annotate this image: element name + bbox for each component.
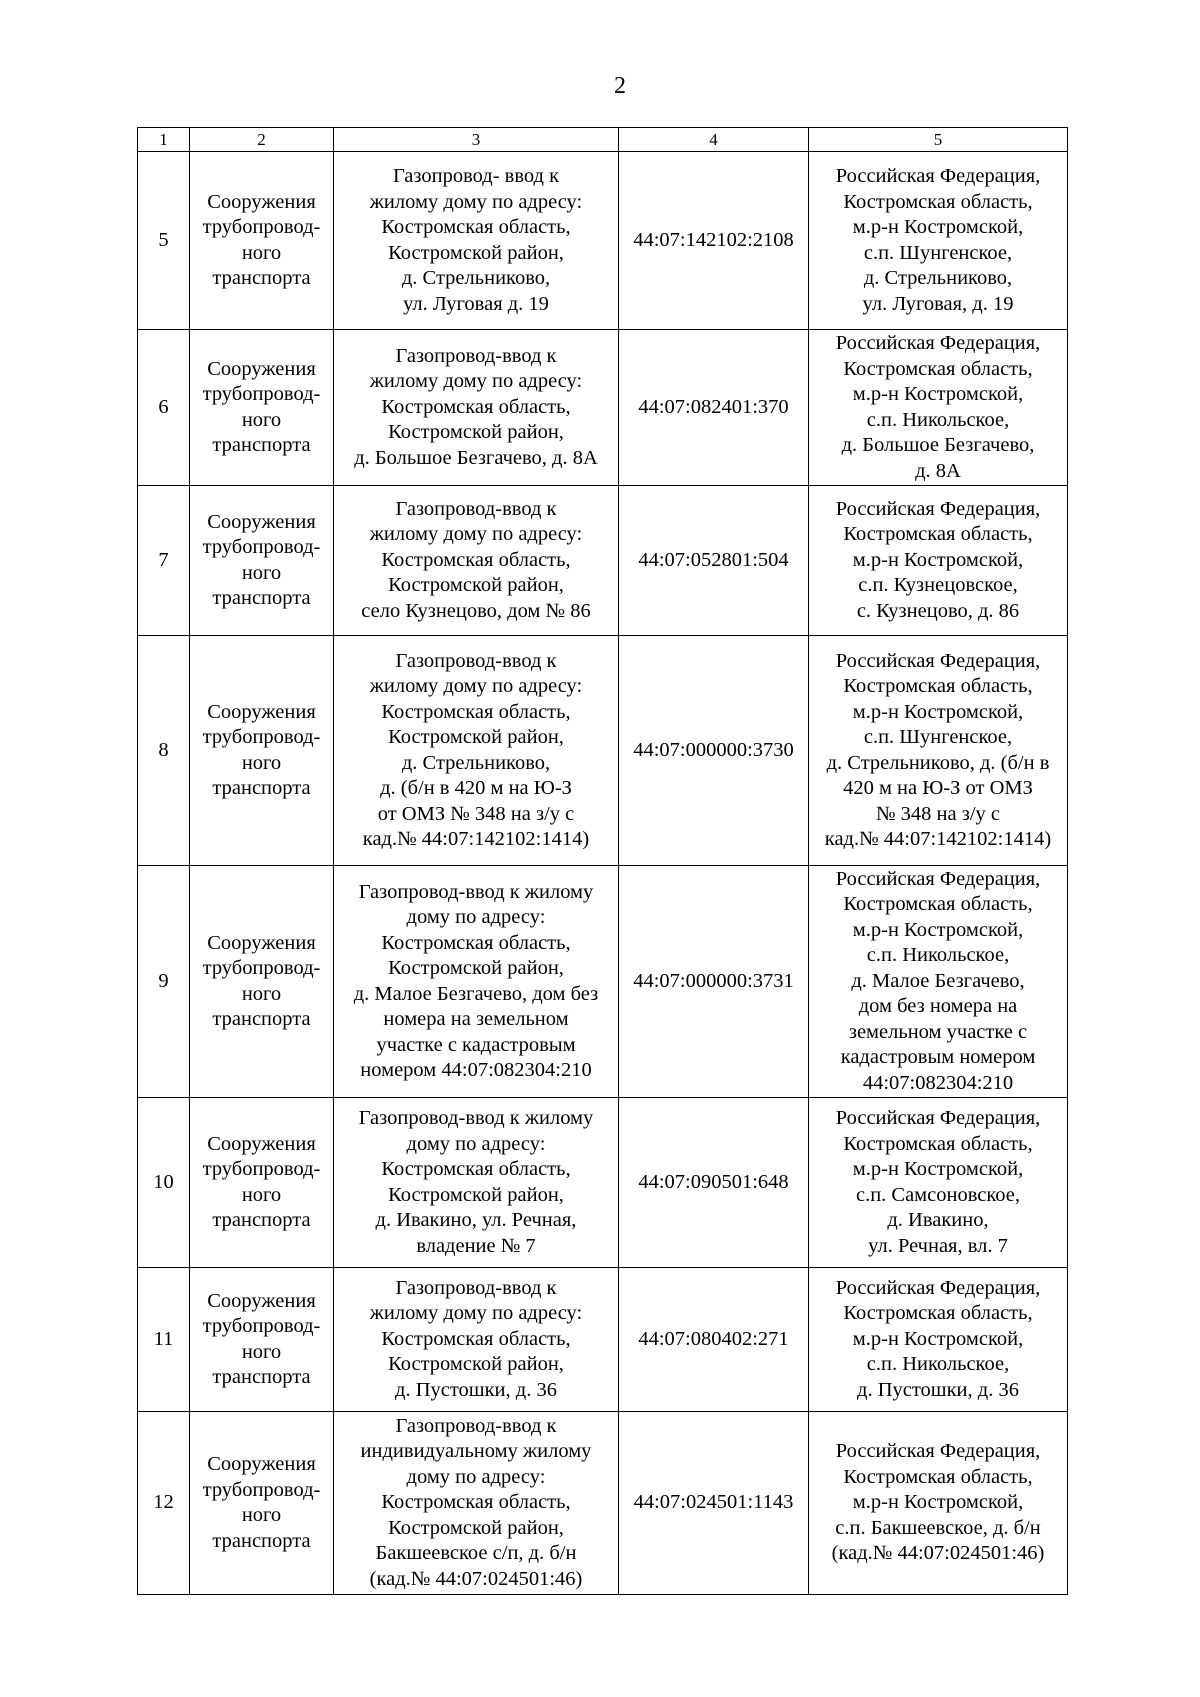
object-type: Сооружения трубопровод- ного транспорта	[190, 1268, 334, 1412]
object-address: Российская Федерация, Костромская область, м.р-н Костромской, с.п. Кузнецовское, с. Кузнецово, д. 86	[809, 486, 1068, 636]
row-number: 8	[138, 636, 190, 866]
row-number: 12	[138, 1412, 190, 1595]
object-type: Сооружения трубопровод- ного транспорта	[190, 330, 334, 486]
object-type: Сооружения трубопровод- ного транспорта	[190, 152, 334, 330]
page-number: 2	[614, 73, 626, 99]
table-header-row	[138, 128, 1068, 152]
table-row	[138, 486, 1068, 636]
object-type: Сооружения трубопровод- ного транспорта	[190, 636, 334, 866]
column-header-3: 3	[334, 128, 619, 152]
row-number: 11	[138, 1268, 190, 1412]
object-name: Газопровод-ввод к жилому дому по адресу: Костромская область, Костромской район, село Кузнецово, дом № 86	[334, 486, 619, 636]
object-name: Газопровод-ввод к жилому дому по адресу: Костромская область, Костромской район, д. Малое Безгачево, дом без номера на земельном участке с кадастровым номером 44:07:082304:210	[334, 866, 619, 1098]
column-header-1: 1	[138, 128, 190, 152]
table-row	[138, 636, 1068, 866]
object-address: Российская Федерация, Костромская область, м.р-н Костромской, с.п. Никольское, д. Большое Безгачево, д. 8А	[809, 330, 1068, 486]
object-address: Российская Федерация, Костромская область, м.р-н Костромской, с.п. Никольское, д. Пустошки, д. 36	[809, 1268, 1068, 1412]
object-type: Сооружения трубопровод- ного транспорта	[190, 1412, 334, 1595]
object-name: Газопровод- ввод к жилому дому по адресу: Костромская область, Костромской район, д. Стрельниково, ул. Луговая д. 19	[334, 152, 619, 330]
object-address: Российская Федерация, Костромская область, м.р-н Костромской, с.п. Бакшеевское, д. б/н (кад.№ 44:07:024501:46)	[809, 1412, 1068, 1595]
object-address: Российская Федерация, Костромская область, м.р-н Костромской, с.п. Шунгенское, д. Стрельниково, ул. Луговая, д. 19	[809, 152, 1068, 330]
cadastral-number: 44:07:142102:2108	[619, 152, 809, 330]
object-address: Российская Федерация, Костромская область, м.р-н Костромской, с.п. Шунгенское, д. Стрельниково, д. (б/н в 420 м на Ю-З от ОМЗ № 348 на з/у с кад.№ 44:07:142102:1414)	[809, 636, 1068, 866]
registry-table	[137, 127, 1068, 1595]
object-type: Сооружения трубопровод- ного транспорта	[190, 866, 334, 1098]
cadastral-number: 44:07:082401:370	[619, 330, 809, 486]
row-number: 6	[138, 330, 190, 486]
cadastral-number: 44:07:080402:271	[619, 1268, 809, 1412]
row-number: 7	[138, 486, 190, 636]
cadastral-number: 44:07:000000:3730	[619, 636, 809, 866]
table-row	[138, 330, 1068, 486]
row-number: 10	[138, 1098, 190, 1268]
object-name: Газопровод-ввод к жилому дому по адресу: Костромская область, Костромской район, д. Стрельниково, д. (б/н в 420 м на Ю-З от ОМЗ № 348 на з/у с кад.№ 44:07:142102:1414)	[334, 636, 619, 866]
table-row	[138, 1412, 1068, 1595]
object-name: Газопровод-ввод к жилому дому по адресу: Костромская область, Костромской район, д. Большое Безгачево, д. 8А	[334, 330, 619, 486]
cadastral-number: 44:07:000000:3731	[619, 866, 809, 1098]
cadastral-number: 44:07:024501:1143	[619, 1412, 809, 1595]
cadastral-number: 44:07:090501:648	[619, 1098, 809, 1268]
column-header-2: 2	[190, 128, 334, 152]
object-address: Российская Федерация, Костромская область, м.р-н Костромской, с.п. Самсоновское, д. Ивакино, ул. Речная, вл. 7	[809, 1098, 1068, 1268]
row-number: 5	[138, 152, 190, 330]
row-number: 9	[138, 866, 190, 1098]
object-name: Газопровод-ввод к жилому дому по адресу: Костромская область, Костромской район, д. Пустошки, д. 36	[334, 1268, 619, 1412]
cadastral-number: 44:07:052801:504	[619, 486, 809, 636]
table-row	[138, 866, 1068, 1098]
object-type: Сооружения трубопровод- ного транспорта	[190, 1098, 334, 1268]
table-row	[138, 1098, 1068, 1268]
table-row	[138, 1268, 1068, 1412]
object-type: Сооружения трубопровод- ного транспорта	[190, 486, 334, 636]
table-row	[138, 152, 1068, 330]
object-name: Газопровод-ввод к индивидуальному жилому дому по адресу: Костромская область, Костромской район, Бакшеевское с/п, д. б/н (кад.№ 44:07:024501:46)	[334, 1412, 619, 1595]
column-header-4: 4	[619, 128, 809, 152]
column-header-5: 5	[809, 128, 1068, 152]
object-name: Газопровод-ввод к жилому дому по адресу: Костромская область, Костромской район, д. Ивакино, ул. Речная, владение № 7	[334, 1098, 619, 1268]
object-address: Российская Федерация, Костромская область, м.р-н Костромской, с.п. Никольское, д. Малое Безгачево, дом без номера на земельном участке с кадастровым номером 44:07:082304:210	[809, 866, 1068, 1098]
